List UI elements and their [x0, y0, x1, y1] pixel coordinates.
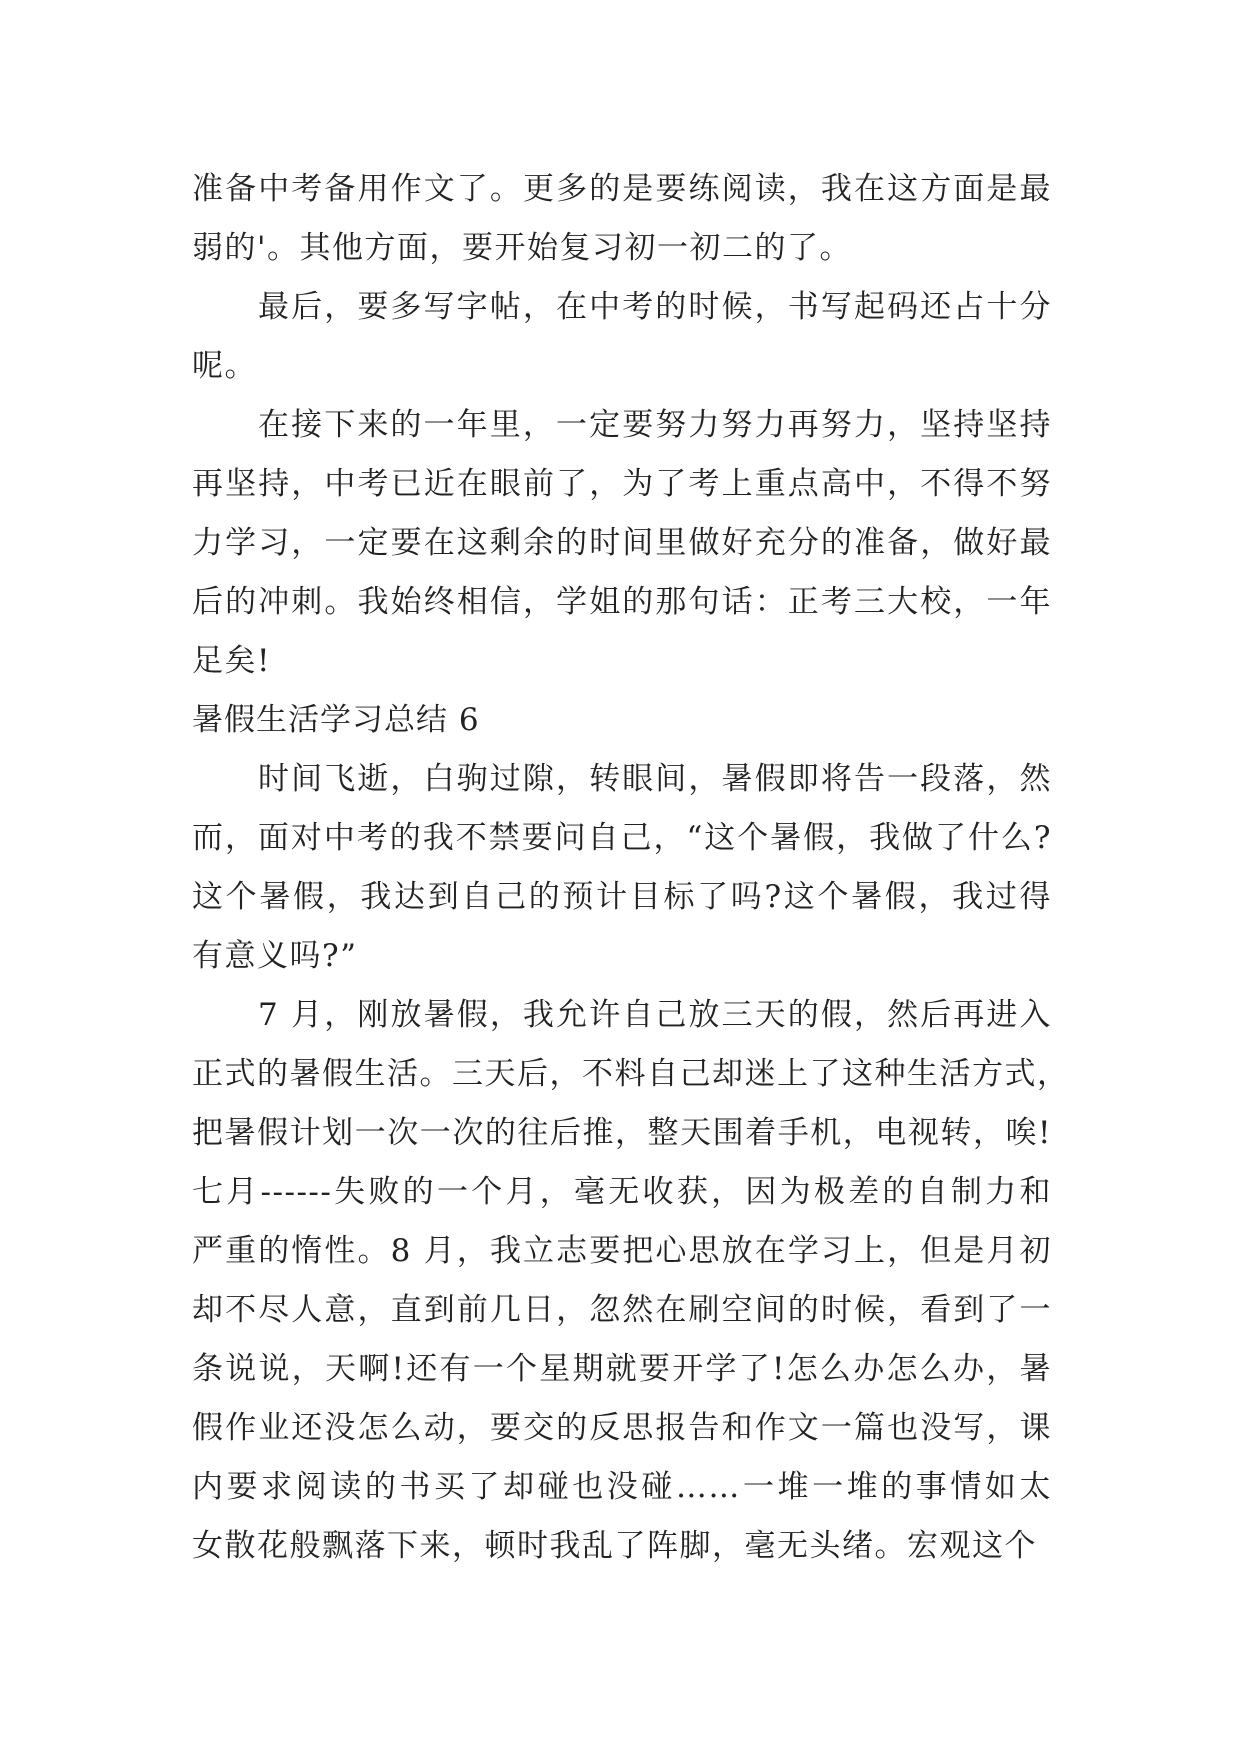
- paragraph-line: 而，面对中考的我不禁要问自己，“这个暑假，我做了什么?: [192, 820, 1052, 856]
- paragraph-line: 时间飞逝，白驹过隙，转眼间，暑假即将告一段落，然: [258, 761, 1052, 797]
- paragraph: [192, 396, 1052, 691]
- paragraph-line: 足矣!: [192, 643, 271, 679]
- heading-text: 暑假生活学习总结 6: [192, 702, 480, 738]
- paragraph-line: 正式的暑假生活。三天后，不料自己却迷上了这种生活方式，: [192, 1056, 1070, 1092]
- paragraph-line: 条说说，天啊!还有一个星期就要开学了!怎么办怎么办，暑: [192, 1351, 1052, 1387]
- paragraph-line: 七月------失败的一个月，毫无收获，因为极差的自制力和: [192, 1174, 1052, 1210]
- paragraph-line: 最后，要多写字帖，在中考的时候，书写起码还占十分: [258, 289, 1052, 325]
- paragraph-line: 准备中考备用作文了。更多的是要练阅读，我在这方面是最: [192, 171, 1052, 207]
- paragraph-line: 把暑假计划一次一次的往后推，整天围着手机，电视转，唉!: [192, 1115, 1052, 1151]
- paragraph-line: 严重的惰性。8 月，我立志要把心思放在学习上，但是月初: [192, 1233, 1052, 1269]
- paragraph: [192, 986, 1070, 1576]
- paragraph-line: 再坚持，中考已近在眼前了，为了考上重点高中，不得不努: [192, 466, 1052, 502]
- paragraph-line: 假作业还没怎么动，要交的反思报告和作文一篇也没写，课: [192, 1410, 1052, 1446]
- paragraph-line: 力学习，一定要在这剩余的时间里做好充分的准备，做好最: [192, 525, 1052, 561]
- paragraph: [192, 160, 1052, 278]
- paragraph-line: 弱的'。其他方面，要开始复习初一初二的了。: [192, 230, 853, 266]
- paragraph-line: 在接下来的一年里，一定要努力努力再努力，坚持坚持: [258, 407, 1052, 443]
- paragraph: [192, 278, 1052, 396]
- paragraph-line: 却不尽人意，直到前几日，忽然在刷空间的时候，看到了一: [192, 1292, 1052, 1328]
- paragraph-line: 呢。: [192, 348, 257, 384]
- paragraph-line: 内要求阅读的书买了却碰也没碰……一堆一堆的事情如太: [192, 1469, 1052, 1505]
- paragraph-line: 这个暑假，我达到自己的预计目标了吗?这个暑假，我过得: [192, 879, 1052, 915]
- document-body: [192, 160, 1070, 1576]
- paragraph: [192, 750, 1052, 986]
- paragraph-line: 女散花般飘落下来，顿时我乱了阵脚，毫无头绪。宏观这个: [192, 1528, 1037, 1564]
- section-heading: [192, 691, 1052, 750]
- paragraph-line: 7 月，刚放暑假，我允许自己放三天的假，然后再进入: [258, 997, 1052, 1033]
- paragraph-line: 后的冲刺。我始终相信，学姐的那句话：正考三大校，一年: [192, 584, 1052, 620]
- paragraph-line: 有意义吗?”: [192, 938, 358, 974]
